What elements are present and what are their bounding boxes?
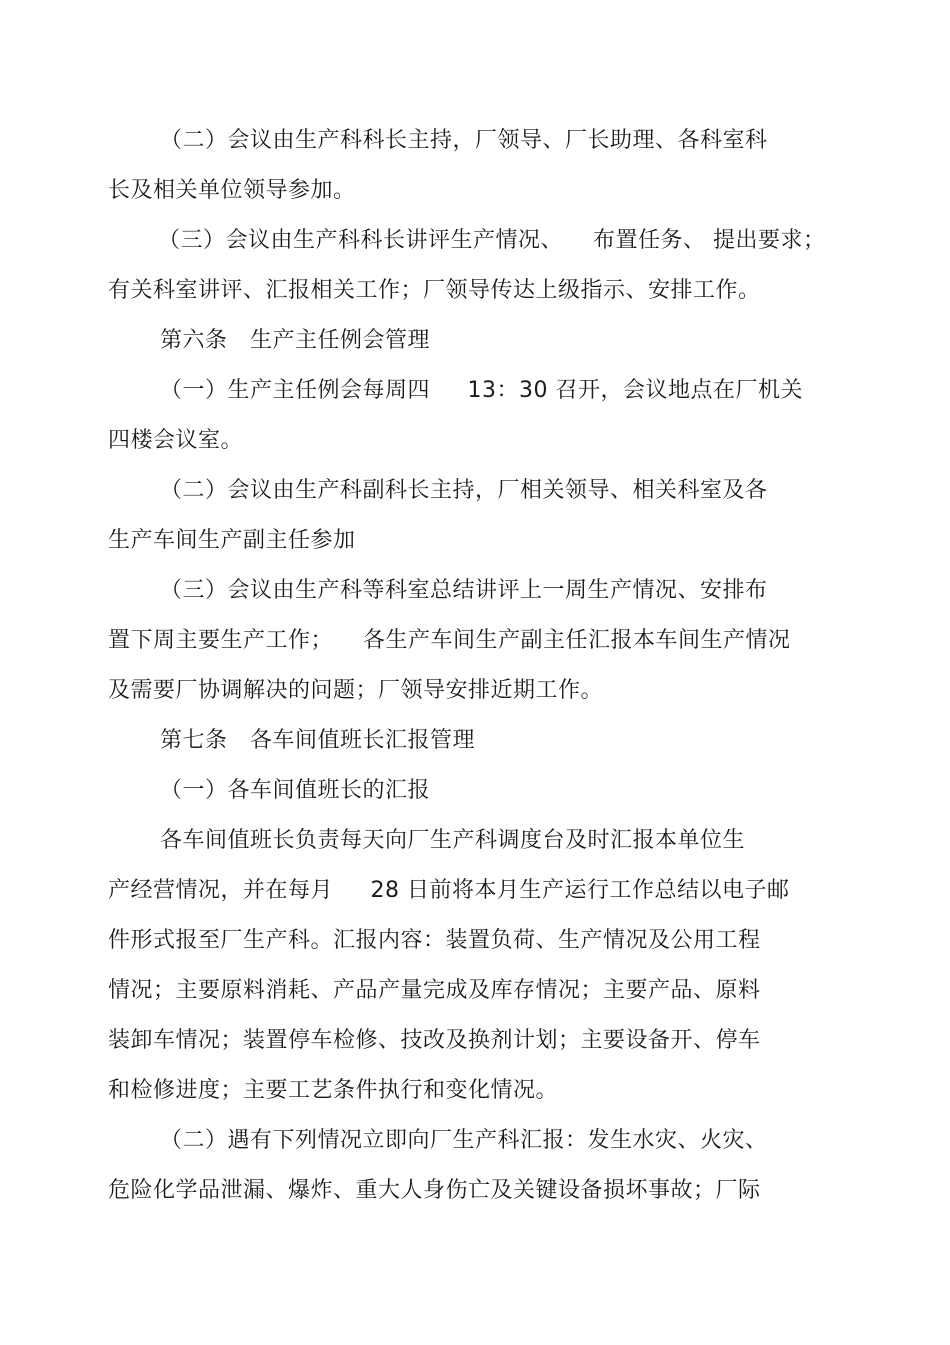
text-line: （三）会议由生产科科长讲评生产情况、 布置任务、 提出要求；	[158, 228, 826, 253]
text-line: （二）会议由生产科科长主持，厂领导、厂长助理、各科室科	[160, 128, 768, 153]
text-line: 置下周主要生产工作； 各生产车间生产副主任汇报本车间生产情况	[108, 628, 791, 653]
text-line: 生产车间生产副主任参加	[108, 528, 356, 553]
text-line: （二）遇有下列情况立即向厂生产科汇报：发生水灾、火灾、	[160, 1128, 768, 1153]
text-line: 各车间值班长负责每天向厂生产科调度台及时汇报本单位生	[160, 828, 746, 853]
text-line: 装卸车情况；装置停车检修、技改及换剂计划；主要设备开、停车	[108, 1028, 761, 1053]
text-line: 危险化学品泄漏、爆炸、重大人身伤亡及关键设备损坏事故；厂际	[108, 1178, 761, 1203]
text-line: 产经营情况，并在每月 28 日前将本月生产运行工作总结以电子邮	[108, 878, 790, 903]
text-line: 及需要厂协调解决的问题；厂领导安排近期工作。	[108, 678, 604, 703]
section-heading: 第六条 生产主任例会管理	[160, 328, 430, 353]
text-line: 四楼会议室。	[108, 428, 244, 453]
text-line: 长及相关单位领导参加。	[108, 178, 356, 203]
text-line: 件形式报至厂生产科。汇报内容：装置负荷、生产情况及公用工程	[108, 928, 761, 953]
text-line: 和检修进度；主要工艺条件执行和变化情况。	[108, 1078, 559, 1103]
text-line: （一）各车间值班长的汇报	[160, 778, 431, 803]
section-heading: 第七条 各车间值班长汇报管理	[160, 728, 475, 753]
text-line: （二）会议由生产科副科长主持，厂相关领导、相关科室及各	[160, 478, 768, 503]
text-line: （一）生产主任例会每周四 13：30 召开，会议地点在厂机关	[160, 378, 803, 403]
text-line: （三）会议由生产科等科室总结讲评上一周生产情况、安排布	[160, 578, 768, 603]
text-line: 有关科室讲评、汇报相关工作；厂领导传达上级指示、安排工作。	[108, 278, 761, 303]
text-line: 情况；主要原料消耗、产品产量完成及库存情况；主要产品、原料	[108, 978, 761, 1003]
